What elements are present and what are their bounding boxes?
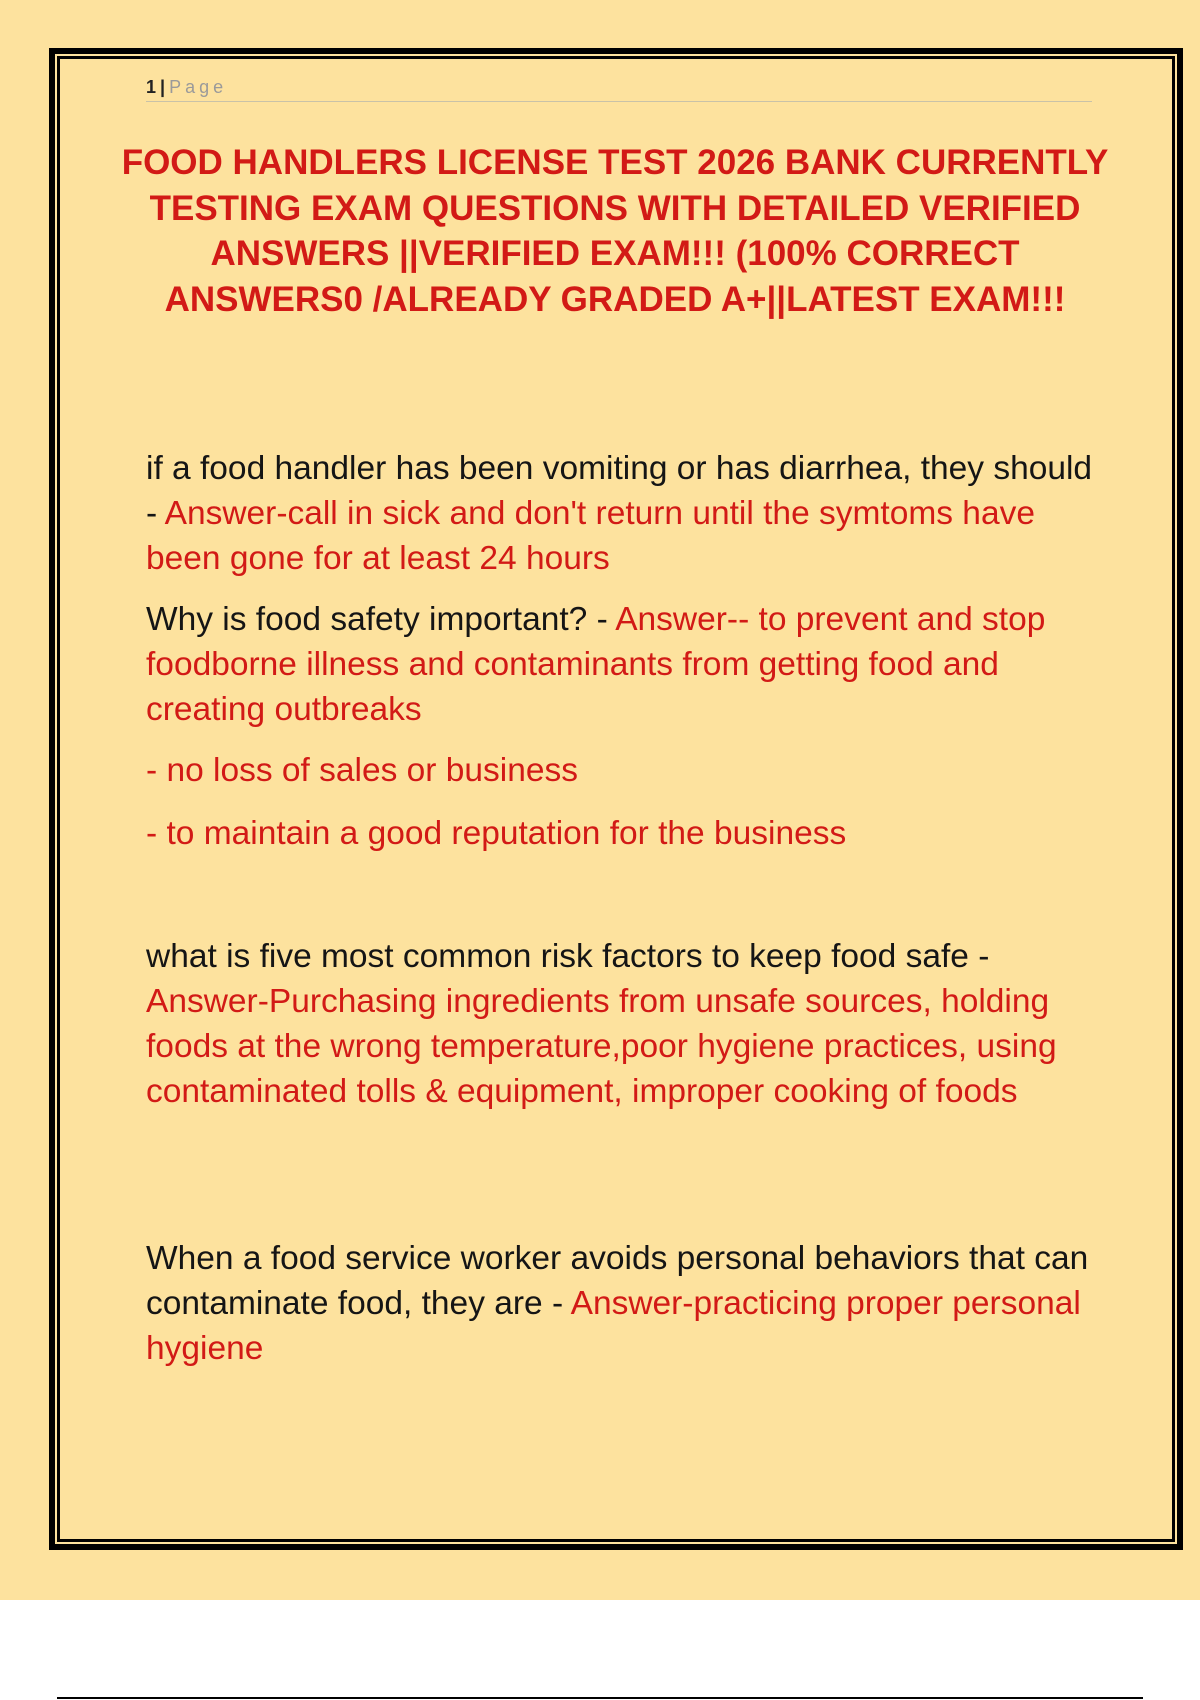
answer-bullet-1: - no loss of sales or business [146,752,578,789]
qa-item-3 [146,934,1106,1114]
qa-item-2 [146,597,1106,732]
answer-text: Answer-practicing proper personal hygiene [146,1285,1081,1367]
document-title: FOOD HANDLERS LICENSE TEST 2026 BANK CURRENTLY TESTING EXAM QUESTIONS WITH DETAILED VERIFIED ANSWERS ||VERIFIED EXAM!!! (100% CORRECT ANSWERS0 /ALREADY GRADED A+||LATEST EXAM!!! [121,143,1109,319]
question-text: if a food handler has been vomiting or has diarrhea, they should - [146,450,1093,532]
footer-rule [57,1697,1143,1699]
page-separator: | [160,77,166,97]
qa-item-4 [146,1236,1106,1371]
page-number: 1 [146,77,157,97]
qa-item-1 [146,446,1106,581]
answer-text: Answer-call in sick and don't return until the symtoms have been gone for at least 24 hours [146,495,1035,577]
question-text: Why is food safety important? - [146,601,616,638]
answer-text: Answer-- to prevent and stop foodborne illness and contaminants from getting food and creating outbreaks [146,601,1046,728]
answer-bullet-2: - to maintain a good reputation for the business [146,815,847,852]
question-text: what is five most common risk factors to keep food safe - [146,938,990,975]
question-text: When a food service worker avoids personal behaviors that can contaminate food, they are - [146,1240,1089,1322]
page-label: Page [169,77,228,97]
page-header [146,74,1092,102]
answer-text: Answer-Purchasing ingredients from unsafe sources, holding foods at the wrong temperature,poor hygiene practices, using contaminated tolls & equipment, improper cooking of foods [146,983,1057,1110]
